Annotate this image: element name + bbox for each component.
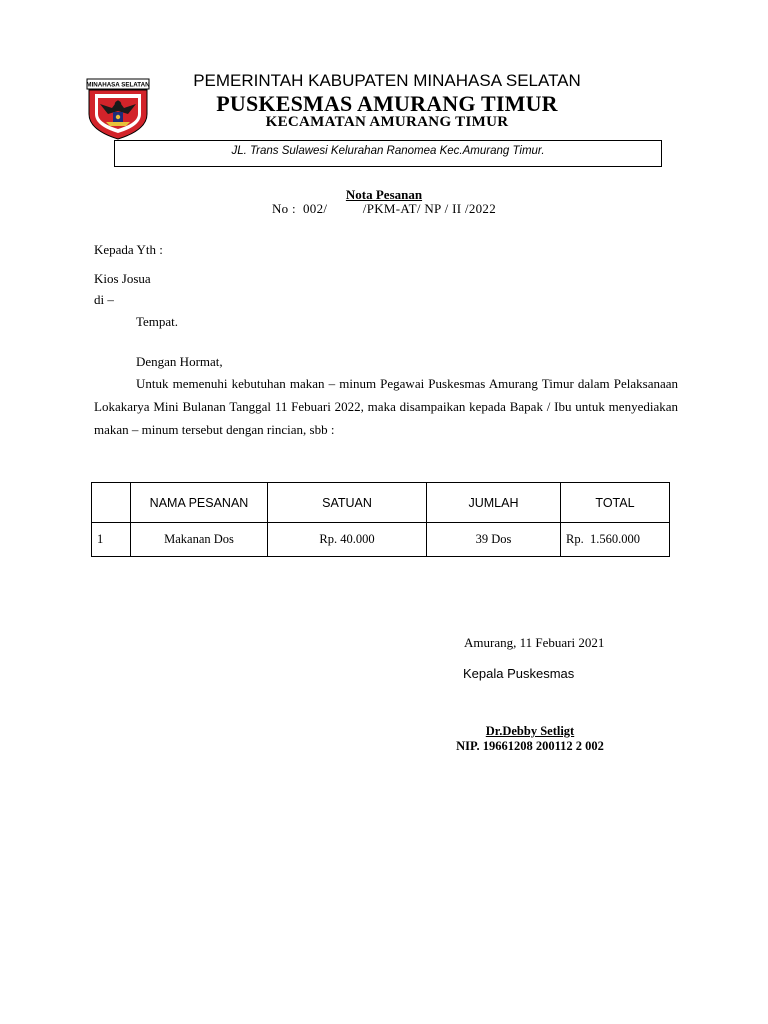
document-number: No : 002/ /PKM-AT/ NP / II /2022 [271, 201, 497, 216]
recipient-name: Kios Josua [94, 271, 151, 286]
salutation: Kepada Yth : [94, 242, 163, 257]
document-title: Nota Pesanan [345, 187, 423, 202]
signatory-nip: NIP. 19661208 200112 2 002 [456, 739, 604, 753]
government-header: PEMERINTAH KABUPATEN MINAHASA SELATAN [193, 71, 581, 90]
table-header-row [92, 483, 670, 523]
signatory-position: Kepala Puskesmas [463, 666, 575, 681]
cell-satuan: Rp. 40.000 [268, 523, 427, 557]
recipient-place: Tempat. [136, 314, 179, 329]
greeting: Dengan Hormat, [136, 354, 223, 369]
body-paragraph-text: Untuk memenuhi kebutuhan makan – minum Pegawai Puskesmas Amurang Timur dalam Pelaksanaan Lokakarya Mini Bulanan Tanggal 11 Febuari 2022, maka disampaikan kepada Bapak / Ibu untuk menyediakan makan – minum tersebut dengan rincian, sbb : [94, 376, 678, 437]
header-no [92, 483, 131, 523]
address-text: JL. Trans Sulawesi Kelurahan Ranomea Kec.Amurang Timur. [231, 145, 545, 157]
regency-emblem-logo [86, 78, 150, 140]
cell-nama-pesanan: Makanan Dos [131, 523, 268, 557]
signatory-name: Dr.Debby Setligt [485, 724, 575, 738]
header-satuan: SATUAN [268, 483, 427, 523]
body-paragraph [94, 372, 678, 441]
emblem-label: MINAHASA SELATAN [86, 81, 150, 89]
district-name: KECAMATAN AMURANG TIMUR [265, 114, 509, 130]
institution-name: PUSKESMAS AMURANG TIMUR [216, 91, 558, 116]
cell-no: 1 [92, 523, 131, 557]
header-nama-pesanan: NAMA PESANAN [131, 483, 268, 523]
order-table [91, 482, 670, 557]
place-date: Amurang, 11 Febuari 2021 [464, 635, 605, 650]
recipient-di: di – [94, 292, 114, 307]
cell-total: Rp. 1.560.000 [561, 523, 670, 557]
header-jumlah: JUMLAH [427, 483, 561, 523]
table-row [92, 523, 670, 557]
header-total: TOTAL [561, 483, 670, 523]
cell-jumlah: 39 Dos [427, 523, 561, 557]
